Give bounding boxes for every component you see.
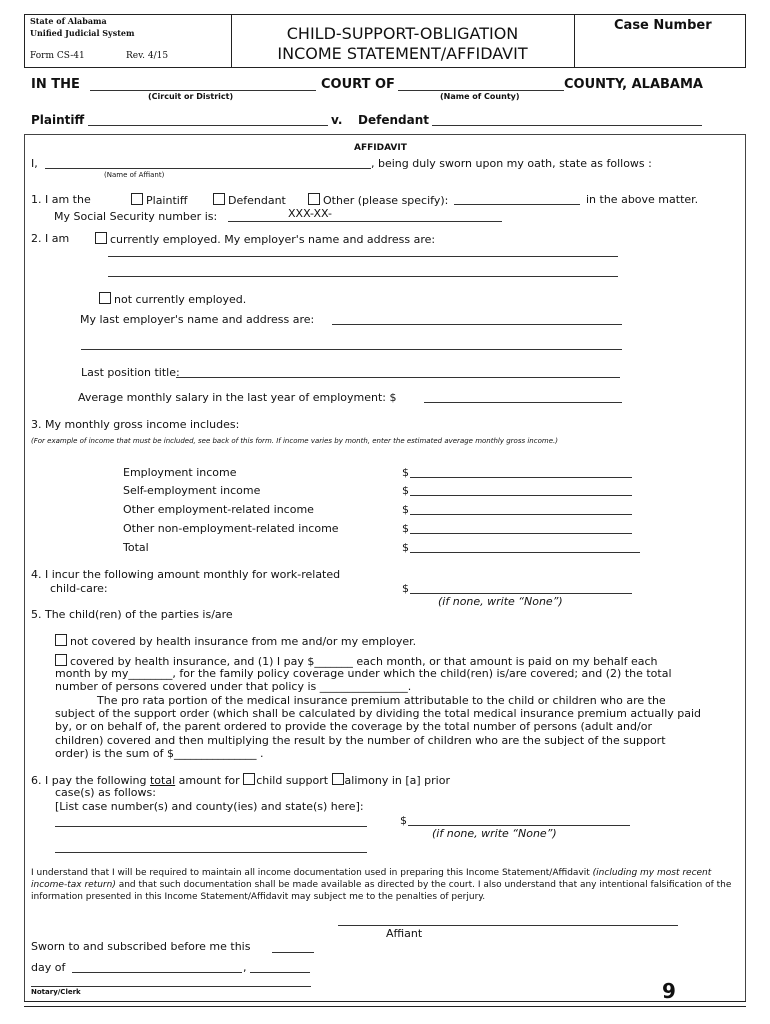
item6-line2: case(s) as follows: xyxy=(55,786,156,799)
affiant-label: Affiant xyxy=(386,927,423,940)
ssn-field[interactable] xyxy=(228,221,502,222)
item6-amount-for: amount for xyxy=(178,774,240,787)
plaintiff-option-label: Plaintiff xyxy=(146,194,188,207)
ssn-value: XXX-XX- xyxy=(288,207,332,220)
prior-case-field-1[interactable] xyxy=(55,826,367,827)
item6-line3: [List case number(s) and county(ies) and state(s) here]: xyxy=(55,800,364,813)
dollar-sign: $ xyxy=(402,466,409,479)
defendant-label: Defendant xyxy=(358,113,429,127)
notary-label: Notary/Clerk xyxy=(31,988,81,996)
item4-line1: 4. I incur the following amount monthly for work-related xyxy=(31,568,341,581)
salary-label: Average monthly salary in the last year of employment: $ xyxy=(78,391,397,404)
state-label: State of Alabama xyxy=(30,16,107,26)
child-support-label: child support xyxy=(256,774,329,787)
sworn-text: , being duly sworn upon my oath, state as follows : xyxy=(371,157,652,170)
self-employment-income-field[interactable] xyxy=(410,495,632,496)
item4-line2: child-care: xyxy=(50,582,108,595)
bottom-rule-2 xyxy=(24,1006,746,1007)
comma: , xyxy=(243,961,247,974)
circuit-hint: (Circuit or District) xyxy=(148,92,234,101)
form-number: Form CS-41 xyxy=(30,51,85,61)
other-specify-field[interactable] xyxy=(454,204,580,205)
item1-lead: 1. I am the xyxy=(31,193,91,206)
versus-label: v. xyxy=(331,113,343,127)
county-hint: (Name of County) xyxy=(440,92,520,101)
not-covered-checkbox[interactable] xyxy=(55,634,67,646)
item5-lead: 5. The child(ren) of the parties is/are xyxy=(31,608,233,621)
in-the-label: IN THE xyxy=(31,77,80,92)
notary-signature-line[interactable] xyxy=(31,986,311,987)
item1-plaintiff-option[interactable] xyxy=(131,193,187,207)
defendant-option-label: Defendant xyxy=(228,194,286,207)
income-row-employment: Employment income xyxy=(123,466,237,479)
childcare-none-hint: (if none, write “None”) xyxy=(438,595,563,608)
dollar-sign: $ xyxy=(400,814,407,827)
pro-rata-text-5: order) is the sum of $_______________ . xyxy=(55,747,264,760)
employed-label: currently employed. My employer's name and address are: xyxy=(110,233,436,246)
item6-line1 xyxy=(31,773,450,787)
affiant-i-label: I, xyxy=(31,157,38,170)
pro-rata-text-4: children) covered and then multiplying the result by the number of children who are the subject of the support xyxy=(55,734,666,747)
defendant-field[interactable] xyxy=(432,125,702,126)
affiant-name-field[interactable] xyxy=(45,168,371,169)
item1-other-option[interactable] xyxy=(308,193,448,207)
affidavit-heading: AFFIDAVIT xyxy=(354,143,407,153)
covered-option[interactable] xyxy=(55,654,658,668)
income-row-non-employment: Other non-employment-related income xyxy=(123,522,339,535)
alimony-label: alimony in [a] prior xyxy=(344,774,450,787)
alimony-checkbox[interactable] xyxy=(332,773,344,785)
county-alabama-label: COUNTY, ALABAMA xyxy=(564,77,703,92)
position-field[interactable] xyxy=(176,377,620,378)
not-covered-option[interactable] xyxy=(55,634,416,648)
covered-text-2: month by my________, for the family policy coverage under which the child(ren) is/are covered; and (2) the total xyxy=(55,667,672,680)
certification-part-b: (including my most recent income-tax return) xyxy=(31,868,712,890)
salary-field[interactable] xyxy=(424,402,622,403)
dollar-sign: $ xyxy=(402,582,409,595)
pro-rata-text-1: The pro rata portion of the medical insurance premium attributable to the child or children who are the xyxy=(97,694,666,707)
income-row-self-employment: Self-employment income xyxy=(123,484,261,497)
case-number-field[interactable] xyxy=(610,36,736,62)
sworn-before-label: Sworn to and subscribed before me this xyxy=(31,940,251,953)
sworn-day-field[interactable] xyxy=(272,952,314,953)
form-title-line2: INCOME STATEMENT/AFFIDAVIT xyxy=(277,44,528,63)
bottom-rule-1 xyxy=(24,1001,746,1002)
childcare-field[interactable] xyxy=(410,593,632,594)
prior-case-none-hint: (if none, write “None”) xyxy=(432,827,557,840)
plaintiff-field[interactable] xyxy=(88,125,328,126)
item6-total: total xyxy=(149,774,176,787)
non-employment-income-field[interactable] xyxy=(410,533,632,534)
income-row-total: Total xyxy=(123,541,149,554)
year-field[interactable] xyxy=(250,972,310,973)
dollar-sign: $ xyxy=(402,503,409,516)
other-option-label: Other (please specify): xyxy=(323,194,449,207)
last-employer-label: My last employer's name and address are: xyxy=(80,313,315,326)
position-label: Last position title: xyxy=(81,366,180,379)
day-of-label: day of xyxy=(31,961,66,974)
covered-checkbox[interactable] xyxy=(55,654,67,666)
affiant-signature-line[interactable] xyxy=(338,925,678,926)
court-type-field[interactable] xyxy=(90,90,316,91)
last-employer-field-2[interactable] xyxy=(81,349,622,350)
pro-rata-text-3: by, or on behalf of, the parent ordered to provide the coverage by the total number of persons (adult and/or xyxy=(55,720,652,733)
last-employer-field-1[interactable] xyxy=(332,324,622,325)
item3-note: (For example of income that must be included, see back of this form. If income varies by month, enter the estimated average monthly gross income.) xyxy=(31,437,558,445)
child-support-checkbox[interactable] xyxy=(243,773,255,785)
item1-tail: in the above matter. xyxy=(586,193,699,206)
plaintiff-label: Plaintiff xyxy=(31,113,85,127)
income-row-other-employment: Other employment-related income xyxy=(123,503,314,516)
form-title-line1: CHILD-SUPPORT-OBLIGATION xyxy=(286,24,519,43)
not-employed-checkbox[interactable] xyxy=(99,292,111,304)
other-employment-income-field[interactable] xyxy=(410,514,632,515)
certification-text xyxy=(31,867,743,903)
employer-address-line-1[interactable] xyxy=(108,256,618,257)
not-covered-label: not covered by health insurance from me and/or my employer. xyxy=(70,635,417,648)
not-employed-option[interactable] xyxy=(99,292,246,306)
court-of-label: COURT OF xyxy=(321,77,395,92)
employed-option[interactable] xyxy=(95,232,435,246)
certification-part-a: I understand that I will be required to maintain all income documentation used in preparing this Income Statement/Affidavit xyxy=(31,868,590,878)
certification-part-c: and that such documentation shall be made available as directed by the court. I also understand that any intentional falsification of the information presented in this Income Statement/Affidavit may subject me to the penalties of perjury. xyxy=(31,880,732,902)
item1-defendant-option[interactable] xyxy=(213,193,286,207)
employer-address-line-2[interactable] xyxy=(108,276,618,277)
month-field[interactable] xyxy=(72,972,242,973)
other-checkbox[interactable] xyxy=(308,193,320,205)
employment-income-field[interactable] xyxy=(410,477,632,478)
defendant-checkbox[interactable] xyxy=(213,193,225,205)
total-income-field[interactable] xyxy=(410,552,640,553)
dollar-sign: $ xyxy=(402,541,409,554)
prior-case-amount-field[interactable] xyxy=(408,825,630,826)
form-revision: Rev. 4/15 xyxy=(126,51,169,61)
plaintiff-checkbox[interactable] xyxy=(131,193,143,205)
system-label: Unified Judicial System xyxy=(30,28,135,38)
ssn-label: My Social Security number is: xyxy=(54,210,218,223)
case-number-label: Case Number xyxy=(614,18,712,33)
not-employed-label: not currently employed. xyxy=(114,293,247,306)
prior-case-field-2[interactable] xyxy=(55,852,367,853)
dollar-sign: $ xyxy=(402,484,409,497)
dollar-sign: $ xyxy=(402,522,409,535)
header-divider-right xyxy=(574,14,575,68)
item2-lead: 2. I am xyxy=(31,232,70,245)
page-number: 9 xyxy=(662,979,676,1003)
item3-lead: 3. My monthly gross income includes: xyxy=(31,418,240,431)
pro-rata-text-2: subject of the support order (which shall be calculated by dividing the total medical insurance premium actually paid xyxy=(55,707,702,720)
covered-text-1: covered by health insurance, and (1) I pay $_______ each month, or that amount is paid on my behalf each xyxy=(70,655,658,668)
affiant-hint: (Name of Affiant) xyxy=(104,171,165,179)
item6-lead: 6. I pay the following xyxy=(31,774,147,787)
county-name-field[interactable] xyxy=(398,90,564,91)
employed-checkbox[interactable] xyxy=(95,232,107,244)
covered-text-3: number of persons covered under that policy is ________________. xyxy=(55,680,412,693)
